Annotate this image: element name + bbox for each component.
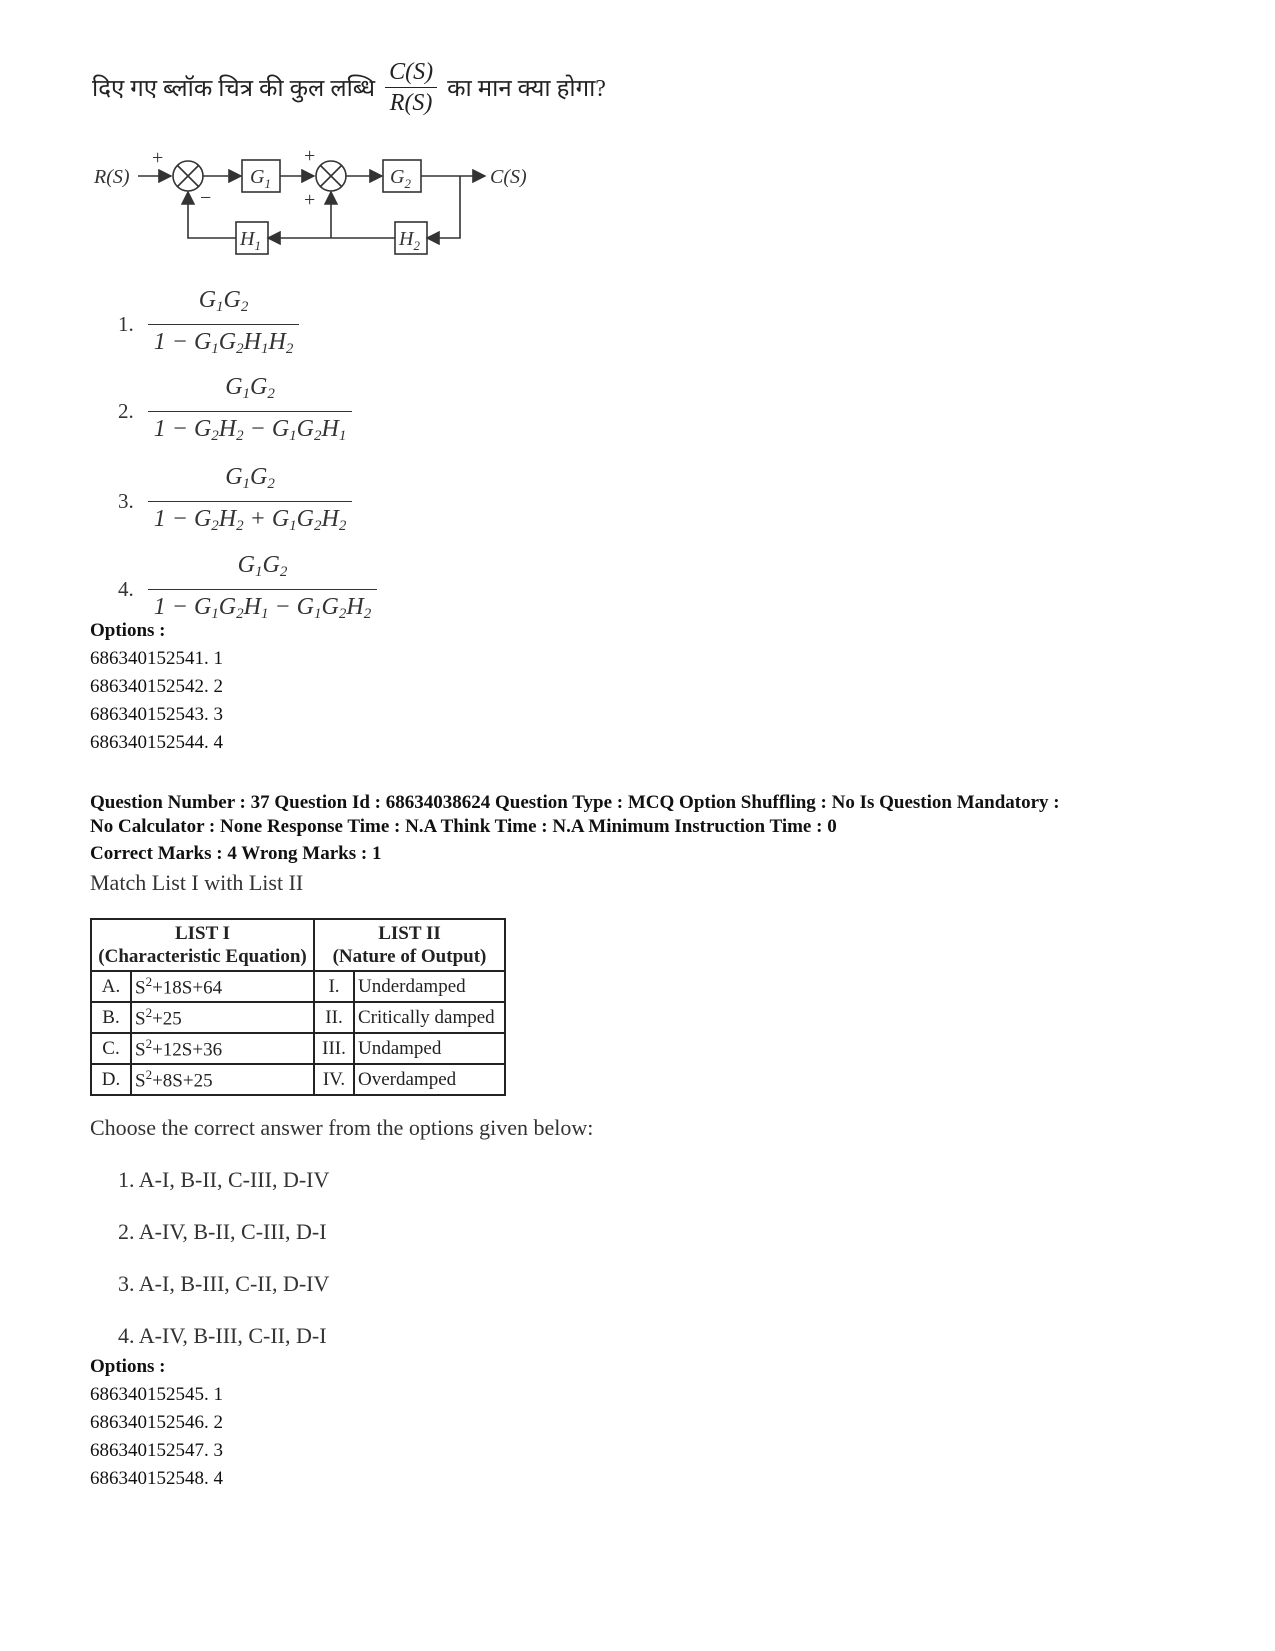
options-label: Options : — [90, 620, 166, 641]
equation: $S^2+18S+64$ — [131, 971, 314, 1002]
match-table — [90, 918, 506, 1096]
q37-options-block — [90, 1353, 223, 1493]
option-fraction — [148, 372, 353, 451]
output-label: C(S) — [490, 166, 527, 188]
option-numerator: $G_1G_2$ — [198, 287, 249, 315]
answer-option-3: 3. A-I, B-III, C-II, D-IV — [118, 1271, 330, 1296]
fraction-denominator: R(S) — [389, 90, 433, 116]
option-fraction — [148, 462, 353, 541]
option-fraction — [148, 285, 300, 364]
nature: Critically damped — [354, 1002, 505, 1033]
option-denominator: $1 - G_1G_2H_1H_2$ — [148, 324, 300, 364]
list1-title: LIST I — [174, 923, 231, 944]
nature: Undamped — [354, 1033, 505, 1064]
option-numerator: $G_1G_2$ — [225, 374, 275, 402]
meta-line-2: No Calculator : None Response Time : N.A Think Time : N.A Minimum Instruction Time : 0 — [90, 816, 837, 837]
prompt-text-before: दिए गए ब्लॉक चित्र की कुल लब्धि — [92, 76, 376, 102]
row-label-2: II. — [314, 1002, 354, 1033]
row-label: B. — [91, 1002, 131, 1033]
answer-option-4: 4. A-IV, B-III, C-II, D-I — [118, 1323, 327, 1348]
sign-minus: − — [200, 187, 212, 209]
option-id: 686340152542. 2 — [90, 676, 223, 697]
question-36-prompt — [92, 58, 606, 117]
fraction-numerator: C(S) — [385, 58, 437, 88]
options-label: Options : — [90, 1356, 166, 1377]
list2-title: LIST II — [378, 923, 441, 944]
option-3 — [118, 462, 352, 541]
option-numerator: $G_1G_2$ — [225, 464, 275, 492]
option-id: 686340152544. 4 — [90, 732, 223, 753]
block-g1: $G_1$ — [250, 166, 271, 191]
option-denominator: $1 - G_2H_2 - G_1G_2H_1$ — [148, 411, 353, 451]
list2-subtitle: (Nature of Output) — [332, 946, 487, 967]
sign-plus-2: + — [304, 145, 316, 167]
list2-header — [314, 919, 505, 971]
q37-meta — [90, 791, 1190, 897]
table-row — [91, 971, 505, 1002]
option-2 — [118, 372, 352, 451]
row-label-2: IV. — [314, 1064, 354, 1095]
answer-option-2: 2. A-IV, B-II, C-III, D-I — [118, 1219, 327, 1244]
list1-subtitle: (Characteristic Equation) — [98, 946, 307, 967]
option-number: 3. — [118, 489, 134, 513]
option-id: 686340152546. 2 — [90, 1412, 223, 1433]
option-id: 686340152541. 1 — [90, 648, 223, 669]
sign-plus-1: + — [152, 147, 164, 169]
option-number: 1. — [118, 312, 134, 336]
row-label: A. — [91, 971, 131, 1002]
block-g2: $G_2$ — [390, 166, 411, 191]
sign-plus-3: + — [304, 189, 316, 211]
option-id: 686340152548. 4 — [90, 1468, 223, 1489]
block-diagram — [90, 140, 550, 265]
input-label: R(S) — [94, 166, 130, 188]
block-h2: $H_2$ — [399, 228, 420, 253]
nature: Overdamped — [354, 1064, 505, 1095]
row-label: D. — [91, 1064, 131, 1095]
option-id: 686340152543. 3 — [90, 704, 223, 725]
equation: $S^2+25$ — [131, 1002, 314, 1033]
table-row — [91, 1064, 505, 1095]
gain-fraction — [385, 58, 437, 117]
option-id: 686340152545. 1 — [90, 1384, 223, 1405]
row-label-2: III. — [314, 1033, 354, 1064]
option-id: 686340152547. 3 — [90, 1440, 223, 1461]
option-1 — [118, 285, 299, 364]
option-denominator: $1 - G_2H_2 + G_1G_2H_2$ — [148, 501, 353, 541]
choose-prompt: Choose the correct answer from the options given below: — [90, 1115, 594, 1140]
marks-line: Correct Marks : 4 Wrong Marks : 1 — [90, 843, 382, 864]
prompt-text-after: का मान क्या होगा? — [447, 76, 606, 102]
option-number: 2. — [118, 399, 134, 423]
list1-header — [91, 919, 314, 971]
option-numerator: $G_1G_2$ — [237, 552, 288, 580]
meta-line-1: Question Number : 37 Question Id : 68634038624 Question Type : MCQ Option Shuffling : No Is Question Mandatory : — [90, 792, 1060, 813]
row-label-2: I. — [314, 971, 354, 1002]
block-h1: $H_1$ — [240, 228, 261, 253]
table-row — [91, 1033, 505, 1064]
row-label: C. — [91, 1033, 131, 1064]
nature: Underdamped — [354, 971, 505, 1002]
equation: $S^2+12S+36$ — [131, 1033, 314, 1064]
table-row — [91, 1002, 505, 1033]
answer-option-1: 1. A-I, B-II, C-III, D-IV — [118, 1167, 330, 1192]
equation: $S^2+8S+25$ — [131, 1064, 314, 1095]
q37-prompt: Match List I with List II — [90, 870, 304, 895]
q36-options-block — [90, 617, 223, 757]
option-number: 4. — [118, 577, 134, 601]
option-denominator: $1 - G_1G_2H_1 - G_1G_2H_2$ — [148, 589, 377, 629]
